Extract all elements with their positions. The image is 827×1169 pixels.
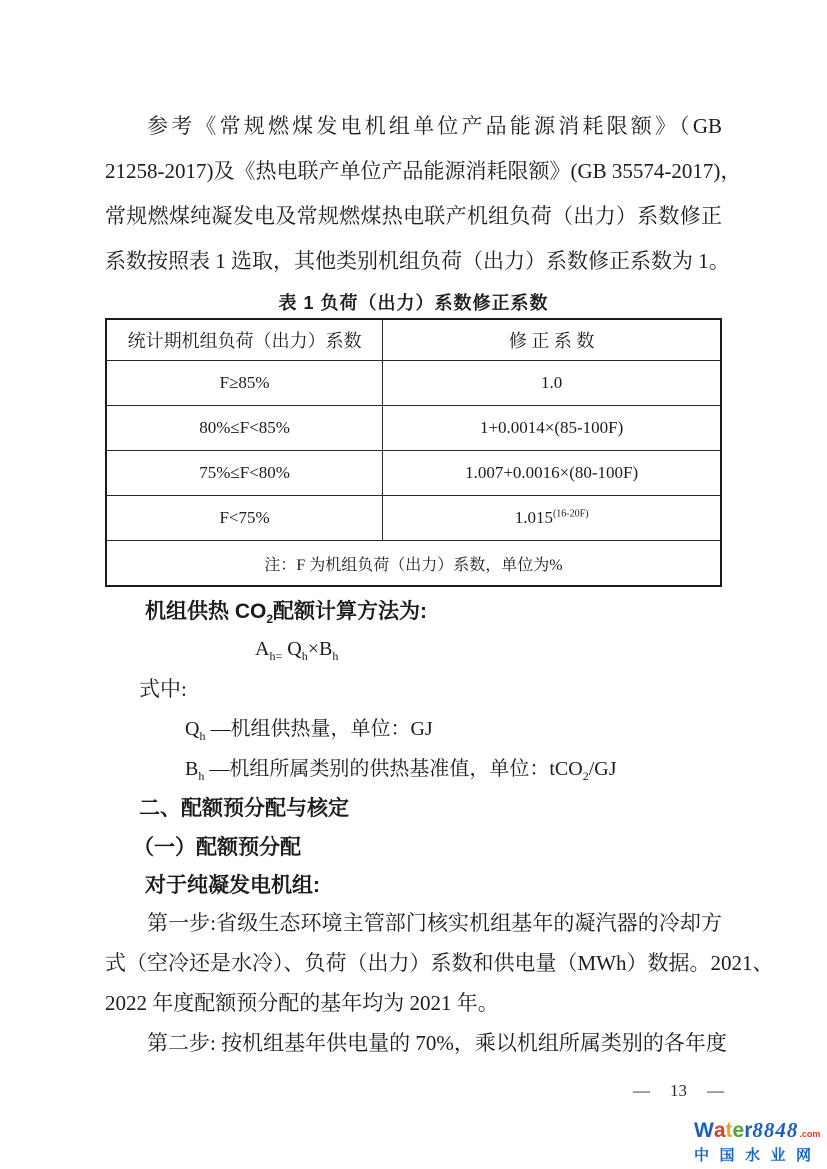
subsection-heading: （一）配额预分配 bbox=[133, 836, 301, 859]
where-label: 式中: bbox=[139, 677, 187, 701]
table-header-cell: 统计期机组负荷（出力）系数 bbox=[106, 319, 383, 361]
table-note: 注：F 为机组负荷（出力）系数，单位为% bbox=[106, 541, 721, 587]
table-caption: 表 1 负荷（出力）系数修正系数 bbox=[278, 293, 549, 313]
logo-letter: W bbox=[694, 1119, 714, 1142]
water8848-logo bbox=[694, 1118, 824, 1165]
factor-superscript: (16-20F) bbox=[552, 508, 589, 520]
text-line: 式（空冷还是水冷）、负荷（出力）系数和供电量（MWh）数据。2021、 bbox=[105, 951, 774, 975]
condition-cell: 80%≤F<85% bbox=[106, 406, 383, 451]
intro-paragraph bbox=[105, 104, 742, 284]
step2-line: 第二步: 按机组基年供电量的 70%，乘以机组所属类别的各年度 bbox=[147, 1031, 727, 1055]
multiply-sign: × bbox=[307, 638, 319, 660]
logo-number: 8848 bbox=[752, 1118, 799, 1142]
logo-letter: t bbox=[725, 1119, 733, 1142]
condition-cell: 75%≤F<80% bbox=[106, 451, 383, 496]
logo-wordmark bbox=[694, 1118, 824, 1143]
dash-right: — bbox=[707, 1081, 724, 1100]
table-note-row bbox=[106, 541, 721, 587]
table-row bbox=[106, 451, 721, 496]
table-row bbox=[106, 361, 721, 406]
logo-letter: a bbox=[713, 1119, 726, 1142]
bold-lead: 对于纯凝发电机组: bbox=[145, 874, 320, 897]
dash-left: — bbox=[633, 1081, 650, 1100]
section-heading: 二、配额预分配与核定 bbox=[139, 797, 349, 820]
factor-cell: $1.015^{(16-20F)}$ bbox=[383, 496, 721, 541]
text-line: 参考《常规燃煤发电机组单位产品能源消耗限额》（GB bbox=[147, 114, 722, 138]
correction-factor-table bbox=[105, 318, 722, 587]
heat-quota-formula: $A_{h=}$ $Q_h\times B_h$ bbox=[255, 638, 339, 663]
factor-cell: 1+0.0014×(85-100F) bbox=[383, 406, 721, 451]
table-header-cell: 修 正 系 数 bbox=[383, 319, 721, 361]
condition-cell: F<75% bbox=[106, 496, 383, 541]
table-row bbox=[106, 406, 721, 451]
text-line: 系数按照表 1 选取，其他类别机组负荷（出力）系数修正系数为 1。 bbox=[105, 249, 730, 273]
text-line: 常规燃煤纯凝发电及常规燃煤热电联产机组负荷（出力）系数修正 bbox=[105, 204, 722, 228]
definition-qh: $Q_h$ —机组供热量，单位：GJ bbox=[185, 718, 433, 743]
page-number bbox=[633, 1080, 724, 1102]
table-row bbox=[106, 496, 721, 541]
table-header-row bbox=[106, 319, 721, 361]
text-line: 第一步:省级生态环境主管部门核实机组基年的凝汽器的冷却方 bbox=[147, 911, 722, 935]
factor-cell: 1.007+0.0016×(80-100F) bbox=[383, 451, 721, 496]
condition-cell: F≥85% bbox=[106, 361, 383, 406]
logo-letter: e bbox=[732, 1119, 745, 1142]
logo-subtitle: 中国水业网 bbox=[694, 1147, 822, 1164]
step1-paragraph bbox=[105, 903, 774, 1023]
text-line: 2022 年度配额预分配的基年均为 2021 年。 bbox=[105, 991, 499, 1015]
page-number-value: 13 bbox=[670, 1081, 687, 1100]
page-content bbox=[105, 104, 774, 1063]
text-line: 21258-2017)及《热电联产单位产品能源消耗限额》(GB 35574-2017)， bbox=[105, 159, 742, 183]
heat-quota-heading: 机组供热 $CO_2$配额计算方法为: bbox=[145, 600, 428, 627]
logo-domain-suffix: .com bbox=[799, 1129, 821, 1139]
factor-cell: 1.0 bbox=[383, 361, 721, 406]
co2-subscript: 2 bbox=[266, 612, 274, 627]
logo-letter: r bbox=[744, 1119, 753, 1142]
definition-bh: $B_h$ —机组所属类别的供热基准值，单位：tCO$_2$/GJ bbox=[185, 758, 617, 783]
